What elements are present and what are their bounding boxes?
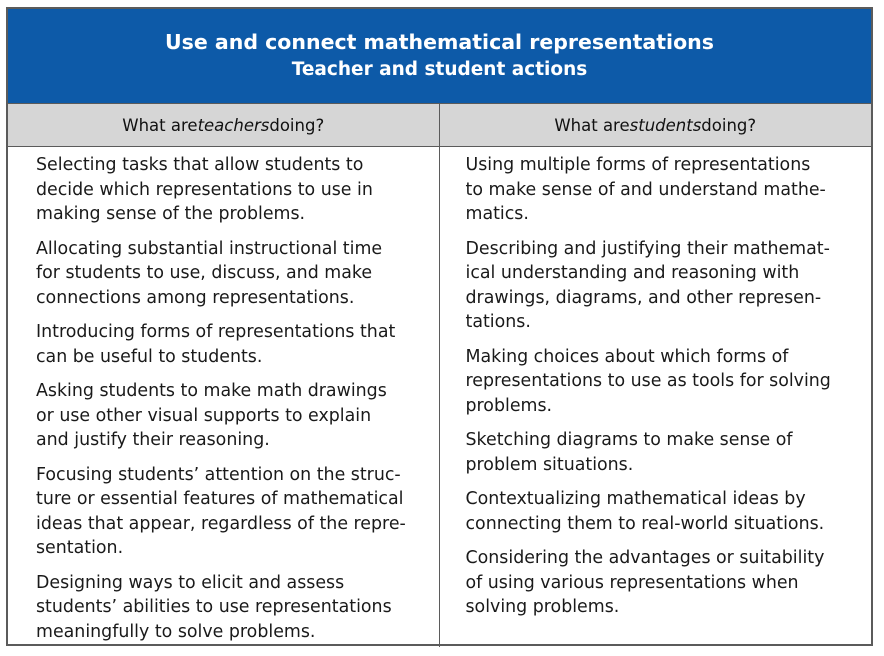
students-column: [440, 147, 872, 647]
teacher-action: Introducing forms of representations that can be useful to students.: [36, 322, 396, 367]
teachers-column-heading: [8, 104, 440, 146]
teacher-action: Selecting tasks that allow students to decide which representations to use in making sense of the problems.: [36, 155, 373, 224]
teachers-column: [8, 147, 440, 647]
students-heading-pre: What are: [554, 115, 630, 135]
student-action: Making choices about which forms of representations to use as tools for solving problems.: [465, 346, 831, 416]
teacher-action: Asking students to make math drawings or use other visual supports to explain and justify their reasoning.: [36, 381, 387, 450]
students-column-heading: [440, 104, 872, 146]
teacher-action: Allocating substantial instructional time for students to use, discuss, and make connections among representations.: [36, 238, 383, 308]
student-action: Describing and justifying their mathemat- ical understanding and reasoning with drawings, diagrams, and other represen- tations.: [465, 238, 830, 332]
table-title: Use and connect mathematical representations: [165, 30, 714, 54]
teacher-action: Focusing students’ attention on the struc- ture or essential features of mathematical ideas that appear, regardless of the repre- sentation.: [36, 464, 406, 558]
actions-table: [6, 7, 873, 646]
student-action: Using multiple forms of representations to make sense of and understand mathe- matics.: [465, 155, 826, 224]
table-header: [8, 9, 871, 103]
teacher-action: Designing ways to elicit and assess students’ abilities to use representations meaningfully to solve problems.: [36, 572, 392, 642]
teachers-heading-emphasis: teachers: [197, 115, 270, 135]
teachers-heading-post: doing?: [269, 115, 325, 135]
column-headings: [8, 103, 871, 147]
student-action: Contextualizing mathematical ideas by connecting them to real-world situations.: [465, 489, 825, 534]
teachers-heading-pre: What are: [122, 115, 198, 135]
table-body: [8, 147, 871, 647]
table-subtitle: Teacher and student actions: [291, 59, 588, 80]
student-action: Considering the advantages or suitability of using various representations when solving problems.: [465, 548, 825, 617]
students-heading-post: doing?: [701, 115, 757, 135]
student-action: Sketching diagrams to make sense of problem situations.: [465, 430, 793, 475]
students-heading-emphasis: students: [629, 115, 702, 135]
